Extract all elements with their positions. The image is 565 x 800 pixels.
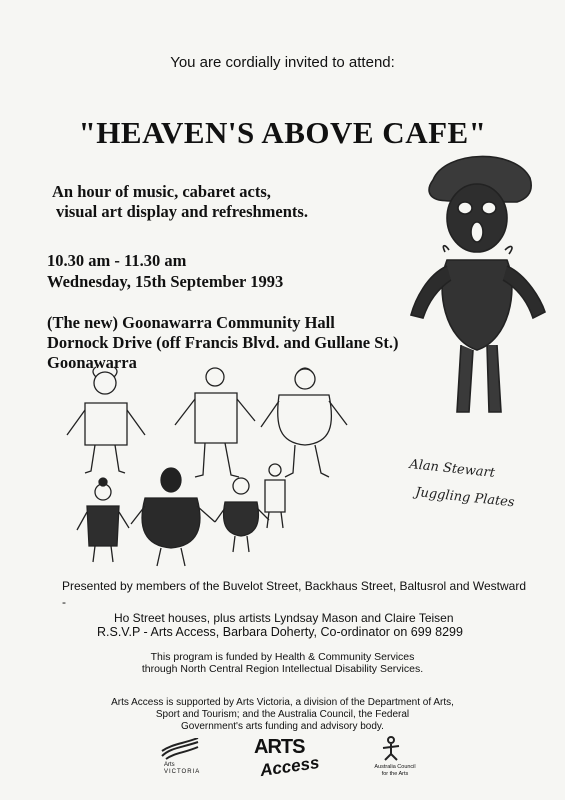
event-venue [47, 313, 399, 373]
funding-note [0, 651, 565, 675]
presented-line-2: Ho Street houses, plus artists Lyndsay Mason and Claire Teisen [114, 611, 454, 625]
event-when [47, 250, 283, 292]
venue-street: Dornock Drive (off Francis Blvd. and Gullane St.) [47, 333, 399, 352]
signature-line-2: Juggling Plates [414, 485, 516, 511]
support-line-1: Arts Access is supported by Arts Victoria, a division of the Department of Arts, [111, 697, 454, 708]
presented-by [62, 578, 532, 626]
venue-suburb: Goonawarra [47, 353, 137, 372]
arts-access-line-2: Access [258, 752, 321, 781]
venue-hall: (The new) Goonawarra Community Hall [47, 313, 335, 332]
artist-signature [405, 452, 560, 522]
event-time: 10.30 am - 11.30 am [47, 251, 187, 270]
arts-victoria-wave-icon [160, 738, 200, 760]
funded-line-1: This program is funded by Health & Community Services [150, 651, 415, 663]
arts-victoria-logo [160, 738, 220, 786]
event-title: "HEAVEN'S ABOVE CAFE" [78, 115, 487, 150]
australia-council-logo [355, 736, 435, 786]
australia-council-figure-icon [379, 736, 403, 762]
funded-line-2: through North Central Region Intellectual Disability Services. [141, 663, 424, 675]
event-date: Wednesday, 15th September 1993 [47, 272, 284, 291]
support-line-3: Government's arts funding and advisory body. [181, 721, 384, 732]
arts-access-line-1: ARTS [254, 736, 305, 758]
arts-victoria-line-1: Arts [164, 762, 175, 768]
juggler-drawing [405, 140, 555, 440]
support-note [0, 697, 565, 733]
support-line-2: Sport and Tourism; and the Australia Council, the Federal [155, 709, 410, 720]
signature-line-1: Alan Stewart [408, 457, 496, 481]
description-line-1: An hour of music, cabaret acts, [52, 182, 271, 201]
invite-line: You are cordially invited to attend: [170, 54, 395, 71]
description-line-2: visual art display and refreshments. [56, 202, 308, 221]
arts-access-logo [250, 736, 320, 786]
figures-drawing-bottom-row [75, 458, 305, 570]
australia-council-line-1: Australia Council [374, 764, 416, 770]
australia-council-line-2: for the Arts [381, 771, 409, 777]
arts-victoria-line-2: VICTORIA [164, 769, 201, 775]
event-description [52, 182, 308, 222]
presented-line-1: Presented by members of the Buvelot Street, Backhaus Street, Baltusrol and Westward - [62, 579, 527, 609]
rsvp-line: R.S.V.P - Arts Access, Barbara Doherty, Co-ordinator on 699 8299 [97, 625, 463, 639]
